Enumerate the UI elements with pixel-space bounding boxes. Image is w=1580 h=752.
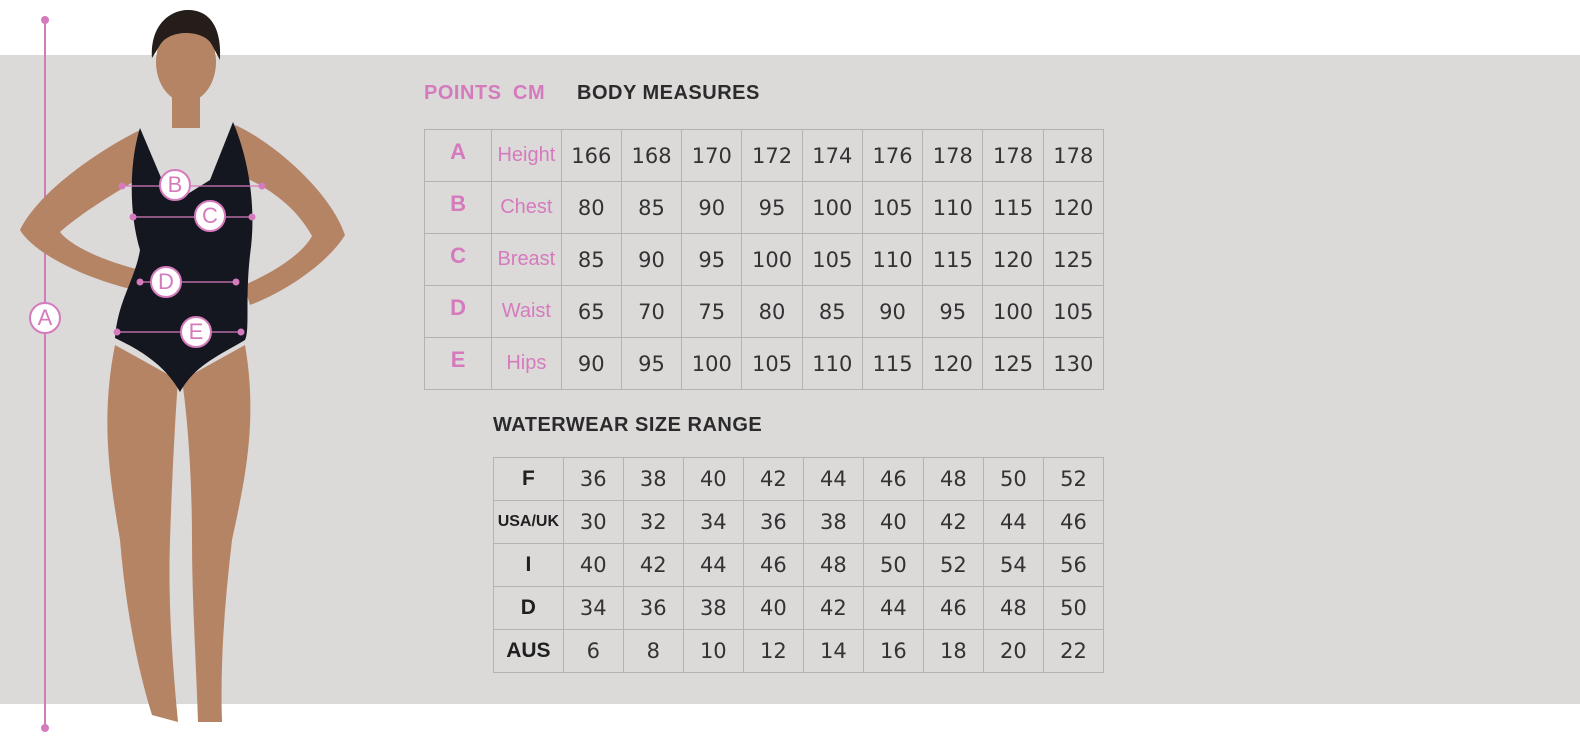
size-value: 38 xyxy=(803,501,863,544)
unit-heading: CM xyxy=(513,82,546,104)
measure-value: 176 xyxy=(862,130,922,182)
measure-name: Waist xyxy=(492,286,562,338)
measure-value: 95 xyxy=(621,338,681,390)
point-code: B xyxy=(425,182,492,234)
size-system-label: USA/UK xyxy=(494,501,564,544)
point-a-marker: A xyxy=(29,302,61,334)
size-value: 36 xyxy=(743,501,803,544)
measure-value: 120 xyxy=(1043,182,1103,234)
size-value: 40 xyxy=(743,587,803,630)
table-row xyxy=(494,501,1104,544)
size-system-label: F xyxy=(494,458,564,501)
model-illustration xyxy=(0,0,380,752)
size-value: 40 xyxy=(683,458,743,501)
size-range-heading: WATERWEAR SIZE RANGE xyxy=(493,414,763,436)
size-range-table xyxy=(493,457,1104,673)
size-value: 12 xyxy=(743,630,803,673)
size-value: 56 xyxy=(1043,544,1103,587)
size-value: 50 xyxy=(983,458,1043,501)
size-value: 42 xyxy=(923,501,983,544)
body-measures-table xyxy=(424,129,1104,390)
size-value: 14 xyxy=(803,630,863,673)
point-d-marker: D xyxy=(150,266,182,298)
measure-name: Height xyxy=(492,130,562,182)
size-system-label: D xyxy=(494,587,564,630)
table-row xyxy=(425,234,1104,286)
size-value: 34 xyxy=(683,501,743,544)
point-code: C xyxy=(425,234,492,286)
measure-value: 168 xyxy=(621,130,681,182)
measure-name: Hips xyxy=(492,338,562,390)
measure-value: 125 xyxy=(1043,234,1103,286)
measure-value: 174 xyxy=(802,130,862,182)
measure-value: 80 xyxy=(561,182,621,234)
size-value: 22 xyxy=(1043,630,1103,673)
size-value: 48 xyxy=(983,587,1043,630)
size-value: 32 xyxy=(623,501,683,544)
size-value: 38 xyxy=(623,458,683,501)
size-value: 48 xyxy=(923,458,983,501)
size-value: 30 xyxy=(563,501,623,544)
size-value: 8 xyxy=(623,630,683,673)
size-system-label: AUS xyxy=(494,630,564,673)
measure-value: 95 xyxy=(682,234,742,286)
measure-value: 80 xyxy=(742,286,802,338)
measure-value: 120 xyxy=(923,338,983,390)
point-code: E xyxy=(425,338,492,390)
measure-value: 110 xyxy=(802,338,862,390)
table-row xyxy=(425,130,1104,182)
measure-value: 125 xyxy=(983,338,1043,390)
point-b-marker: B xyxy=(159,169,191,201)
measure-value: 115 xyxy=(923,234,983,286)
size-value: 38 xyxy=(683,587,743,630)
measure-value: 85 xyxy=(561,234,621,286)
measure-value: 166 xyxy=(561,130,621,182)
measure-value: 178 xyxy=(923,130,983,182)
measure-value: 95 xyxy=(923,286,983,338)
measure-value: 178 xyxy=(983,130,1043,182)
point-code: D xyxy=(425,286,492,338)
size-value: 52 xyxy=(1043,458,1103,501)
size-system-label: I xyxy=(494,544,564,587)
size-value: 36 xyxy=(623,587,683,630)
size-value: 44 xyxy=(803,458,863,501)
size-value: 46 xyxy=(863,458,923,501)
measure-value: 65 xyxy=(561,286,621,338)
measure-value: 105 xyxy=(802,234,862,286)
measure-value: 110 xyxy=(923,182,983,234)
measure-value: 105 xyxy=(742,338,802,390)
point-e-marker: E xyxy=(180,316,212,348)
size-value: 34 xyxy=(563,587,623,630)
measure-value: 90 xyxy=(621,234,681,286)
size-value: 44 xyxy=(983,501,1043,544)
table-row xyxy=(494,458,1104,501)
measure-value: 170 xyxy=(682,130,742,182)
table-row xyxy=(494,544,1104,587)
measure-value: 115 xyxy=(862,338,922,390)
size-value: 36 xyxy=(563,458,623,501)
measure-value: 95 xyxy=(742,182,802,234)
size-value: 46 xyxy=(743,544,803,587)
measure-name: Breast xyxy=(492,234,562,286)
measure-value: 105 xyxy=(862,182,922,234)
size-value: 16 xyxy=(863,630,923,673)
measure-value: 100 xyxy=(682,338,742,390)
size-value: 42 xyxy=(743,458,803,501)
table-row xyxy=(425,338,1104,390)
measure-value: 172 xyxy=(742,130,802,182)
measure-value: 110 xyxy=(862,234,922,286)
size-value: 42 xyxy=(623,544,683,587)
points-heading: POINTS xyxy=(424,82,502,104)
table-row xyxy=(494,587,1104,630)
measure-value: 100 xyxy=(983,286,1043,338)
measure-value: 85 xyxy=(802,286,862,338)
measure-value: 90 xyxy=(561,338,621,390)
size-value: 46 xyxy=(1043,501,1103,544)
size-value: 44 xyxy=(863,587,923,630)
measure-value: 100 xyxy=(802,182,862,234)
table-row xyxy=(494,630,1104,673)
measure-value: 75 xyxy=(682,286,742,338)
size-value: 40 xyxy=(563,544,623,587)
size-value: 6 xyxy=(563,630,623,673)
size-value: 48 xyxy=(803,544,863,587)
size-value: 50 xyxy=(1043,587,1103,630)
point-c-marker: C xyxy=(194,200,226,232)
size-value: 54 xyxy=(983,544,1043,587)
measure-value: 130 xyxy=(1043,338,1103,390)
size-value: 40 xyxy=(863,501,923,544)
size-value: 18 xyxy=(923,630,983,673)
measure-value: 100 xyxy=(742,234,802,286)
measure-value: 85 xyxy=(621,182,681,234)
measure-value: 115 xyxy=(983,182,1043,234)
body-measures-heading: BODY MEASURES xyxy=(577,82,760,104)
measure-value: 90 xyxy=(862,286,922,338)
measure-name: Chest xyxy=(492,182,562,234)
table-row xyxy=(425,286,1104,338)
size-value: 50 xyxy=(863,544,923,587)
table-row xyxy=(425,182,1104,234)
measure-value: 105 xyxy=(1043,286,1103,338)
size-value: 20 xyxy=(983,630,1043,673)
point-code: A xyxy=(425,130,492,182)
size-value: 10 xyxy=(683,630,743,673)
size-value: 42 xyxy=(803,587,863,630)
size-value: 44 xyxy=(683,544,743,587)
size-value: 46 xyxy=(923,587,983,630)
model-figure xyxy=(0,0,380,752)
measure-value: 120 xyxy=(983,234,1043,286)
measure-value: 178 xyxy=(1043,130,1103,182)
measure-value: 90 xyxy=(682,182,742,234)
measure-value: 70 xyxy=(621,286,681,338)
size-value: 52 xyxy=(923,544,983,587)
